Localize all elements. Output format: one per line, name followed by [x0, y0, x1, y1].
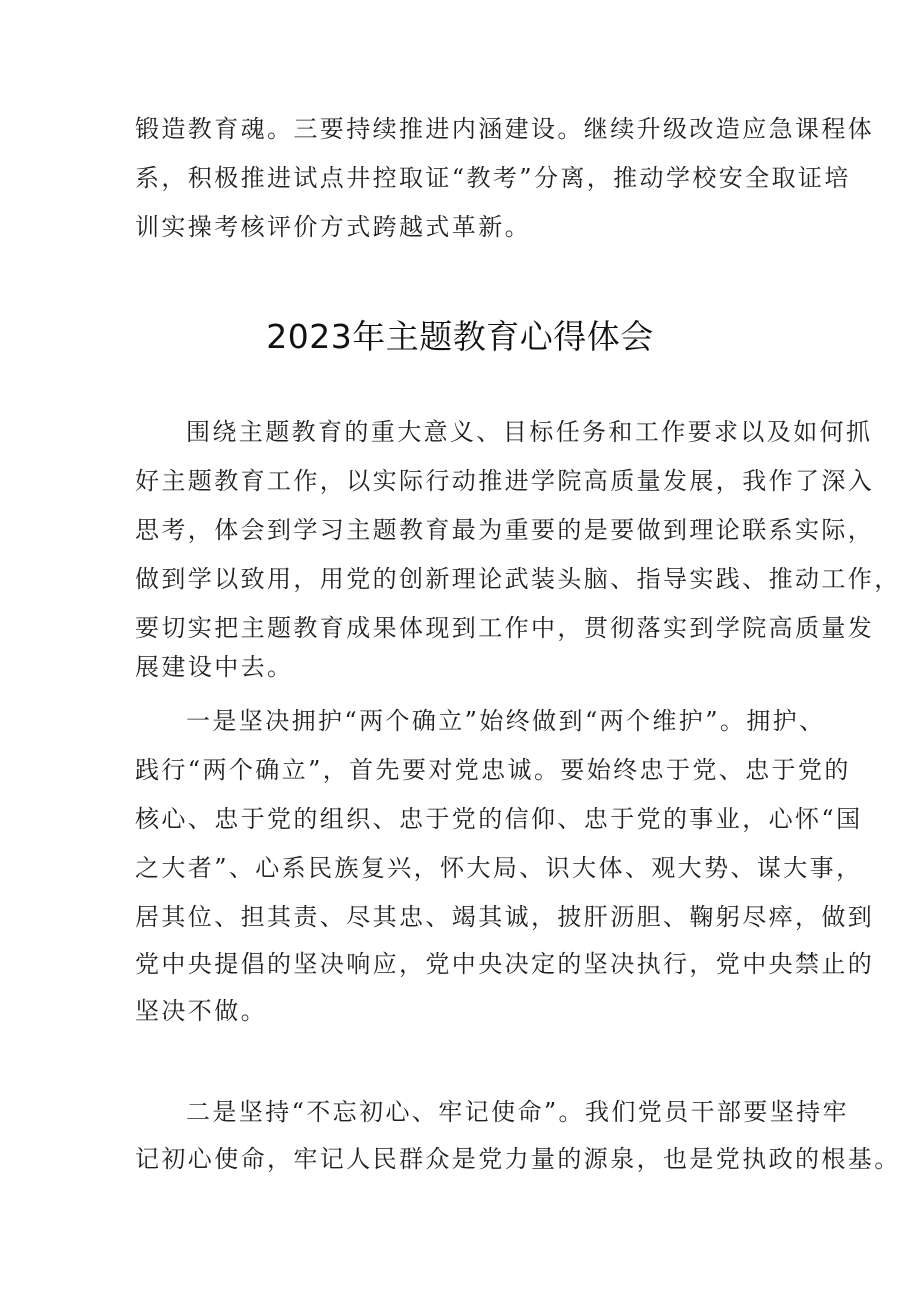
- document-title: 2023年主题教育心得体会: [266, 317, 654, 356]
- paragraph-line: 锻造教育魂。三要持续推进内涵建设。继续升级改造应急课程体: [135, 115, 875, 143]
- paragraph-line: 系，积极推进试点井控取证“教考”分离，推动学校安全取证培: [135, 164, 851, 192]
- paragraph-line: 要切实把主题教育成果体现到工作中，贯彻落实到学院高质量发: [135, 614, 875, 642]
- paragraph-line: 记初心使命，牢记人民群众是党力量的源泉，也是党执政的根基。: [135, 1145, 901, 1173]
- paragraph-line: 居其位、担其责、尽其忠、竭其诚，披肝沥胆、鞠躬尽瘁，做到: [135, 903, 875, 931]
- paragraph-line: 做到学以致用，用党的创新理论武装头脑、指导实践、推动工作，: [135, 565, 901, 593]
- paragraph-line: 党中央提倡的坚决响应，党中央决定的坚决执行，党中央禁止的: [135, 950, 875, 978]
- paragraph-line: 践行“两个确立”，首先要对党忠诚。要始终忠于党、忠于党的: [135, 756, 851, 784]
- paragraph-line: 二是坚持“不忘初心、牢记使命”。我们党员干部要坚持牢: [186, 1098, 849, 1126]
- paragraph-line: 好主题教育工作，以实际行动推进学院高质量发展，我作了深入: [135, 467, 875, 495]
- paragraph-line: 思考，体会到学习主题教育最为重要的是要做到理论联系实际，: [135, 516, 875, 544]
- paragraph-line: 核心、忠于党的组织、忠于党的信仰、忠于党的事业，心怀“国: [135, 805, 863, 833]
- paragraph-line: 之大者”、心系民族复兴，怀大局、识大体、观大势、谋大事，: [135, 854, 863, 882]
- paragraph-line: 围绕主题教育的重大意义、目标任务和工作要求以及如何抓: [186, 418, 873, 446]
- paragraph-line: 坚决不做。: [135, 997, 267, 1025]
- paragraph-line: 展建设中去。: [135, 653, 294, 681]
- paragraph-line: 训实操考核评价方式跨越式革新。: [135, 213, 531, 241]
- paragraph-line: 一是坚决拥护“两个确立”始终做到“两个维护”。拥护、: [186, 707, 826, 735]
